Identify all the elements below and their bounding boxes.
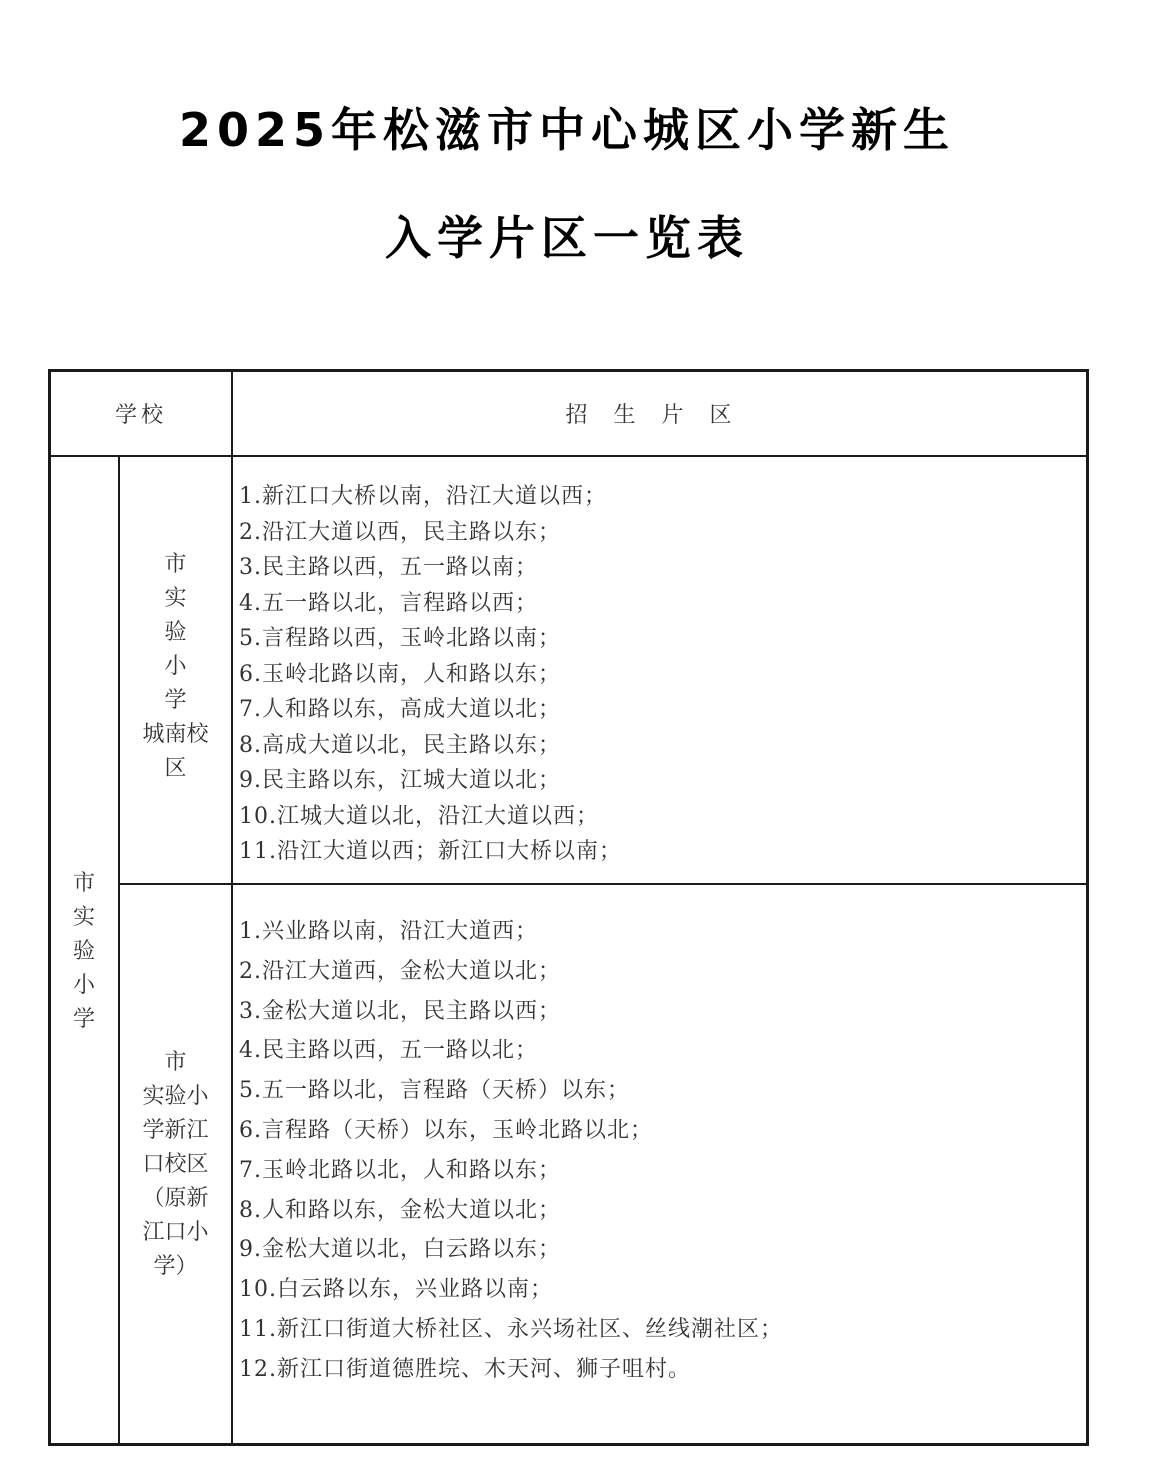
campus-name-line: 实验小: [142, 1084, 209, 1109]
campus-name-line: 学: [164, 688, 187, 713]
zone-item: 2.沿江大道西，金松大道以北；: [239, 958, 561, 984]
campus-name-line: 口校区: [142, 1152, 209, 1177]
campus-name-chengnan: [120, 548, 231, 786]
campus-name-line: （原新: [142, 1186, 209, 1211]
divider-school-zone: [231, 372, 233, 1443]
divider-header: [51, 455, 1086, 457]
zone-item: 12.新江口街道德胜垸、木天河、狮子咀村。: [239, 1356, 691, 1382]
zone-item: 5.言程路以西，玉岭北路以南；: [239, 626, 561, 651]
zone-item: 5.五一路以北，言程路（天桥）以东；: [239, 1078, 630, 1104]
campus-name-xinjiangkou: [120, 1046, 231, 1284]
school-group-name: 市实验小学: [72, 871, 95, 1032]
campus-name-line: 验: [164, 620, 187, 645]
campus-name-line: 学）: [153, 1254, 198, 1279]
zone-item: 9.金松大道以北，白云路以东；: [239, 1237, 561, 1263]
zone-item: 6.玉岭北路以南，人和路以东；: [239, 661, 561, 687]
page-subtitle: 入学片区一览表: [385, 211, 749, 265]
campus-name-line: 江口小: [142, 1220, 209, 1245]
campus-zone-list-chengnan: [239, 479, 622, 870]
zone-item: 4.民主路以西，五一路以北；: [239, 1038, 538, 1064]
zone-item: 7.玉岭北路以北，人和路以东；: [239, 1157, 561, 1183]
zone-item: 3.金松大道以北，民主路以西；: [239, 998, 561, 1024]
campus-zone-list-xinjiangkou: [239, 912, 783, 1390]
page-title: 2025年松滋市中心城区小学新生: [178, 103, 956, 157]
zone-item: 11.沿江大道以西；新江口大桥以南；: [239, 839, 622, 864]
zone-item: 1.新江口大桥以南，沿江大道以西；: [239, 484, 607, 509]
campus-name-line: 市: [164, 1050, 187, 1075]
campus-name-line: 市: [164, 552, 187, 577]
zone-item: 10.江城大道以北，沿江大道以西；: [239, 803, 599, 829]
zone-item: 9.民主路以东，江城大道以北；: [239, 768, 561, 793]
zone-item: 10.白云路以东，兴业路以南；: [239, 1277, 553, 1303]
header-school: 学校: [114, 403, 167, 428]
zone-item: 8.人和路以东，金松大道以北；: [239, 1197, 561, 1223]
zone-item: 3.民主路以西，五一路以南；: [239, 555, 538, 580]
zone-item: 8.高成大道以北，民主路以东；: [239, 732, 561, 758]
zone-item: 7.人和路以东，高成大道以北；: [239, 697, 561, 722]
enrollment-zone-table: [48, 369, 1089, 1446]
zone-item: 2.沿江大道以西，民主路以东；: [239, 519, 561, 545]
campus-name-line: 区: [164, 756, 187, 781]
header-enrollment-zone: 招生片区: [565, 403, 758, 428]
zone-item: 1.兴业路以南，沿江大道西；: [239, 919, 538, 944]
zone-item: 6.言程路（天桥）以东，玉岭北路以北；: [239, 1117, 653, 1143]
campus-name-line: 实: [164, 586, 187, 611]
zone-item: 4.五一路以北，言程路以西；: [239, 590, 538, 616]
zone-item: 11.新江口街道大桥社区、永兴场社区、丝线潮社区；: [239, 1316, 783, 1342]
campus-name-line: 城南校: [142, 722, 209, 747]
divider-campus-rows: [120, 883, 1086, 885]
campus-name-line: 学新江: [142, 1118, 209, 1143]
campus-name-line: 小: [164, 654, 187, 679]
